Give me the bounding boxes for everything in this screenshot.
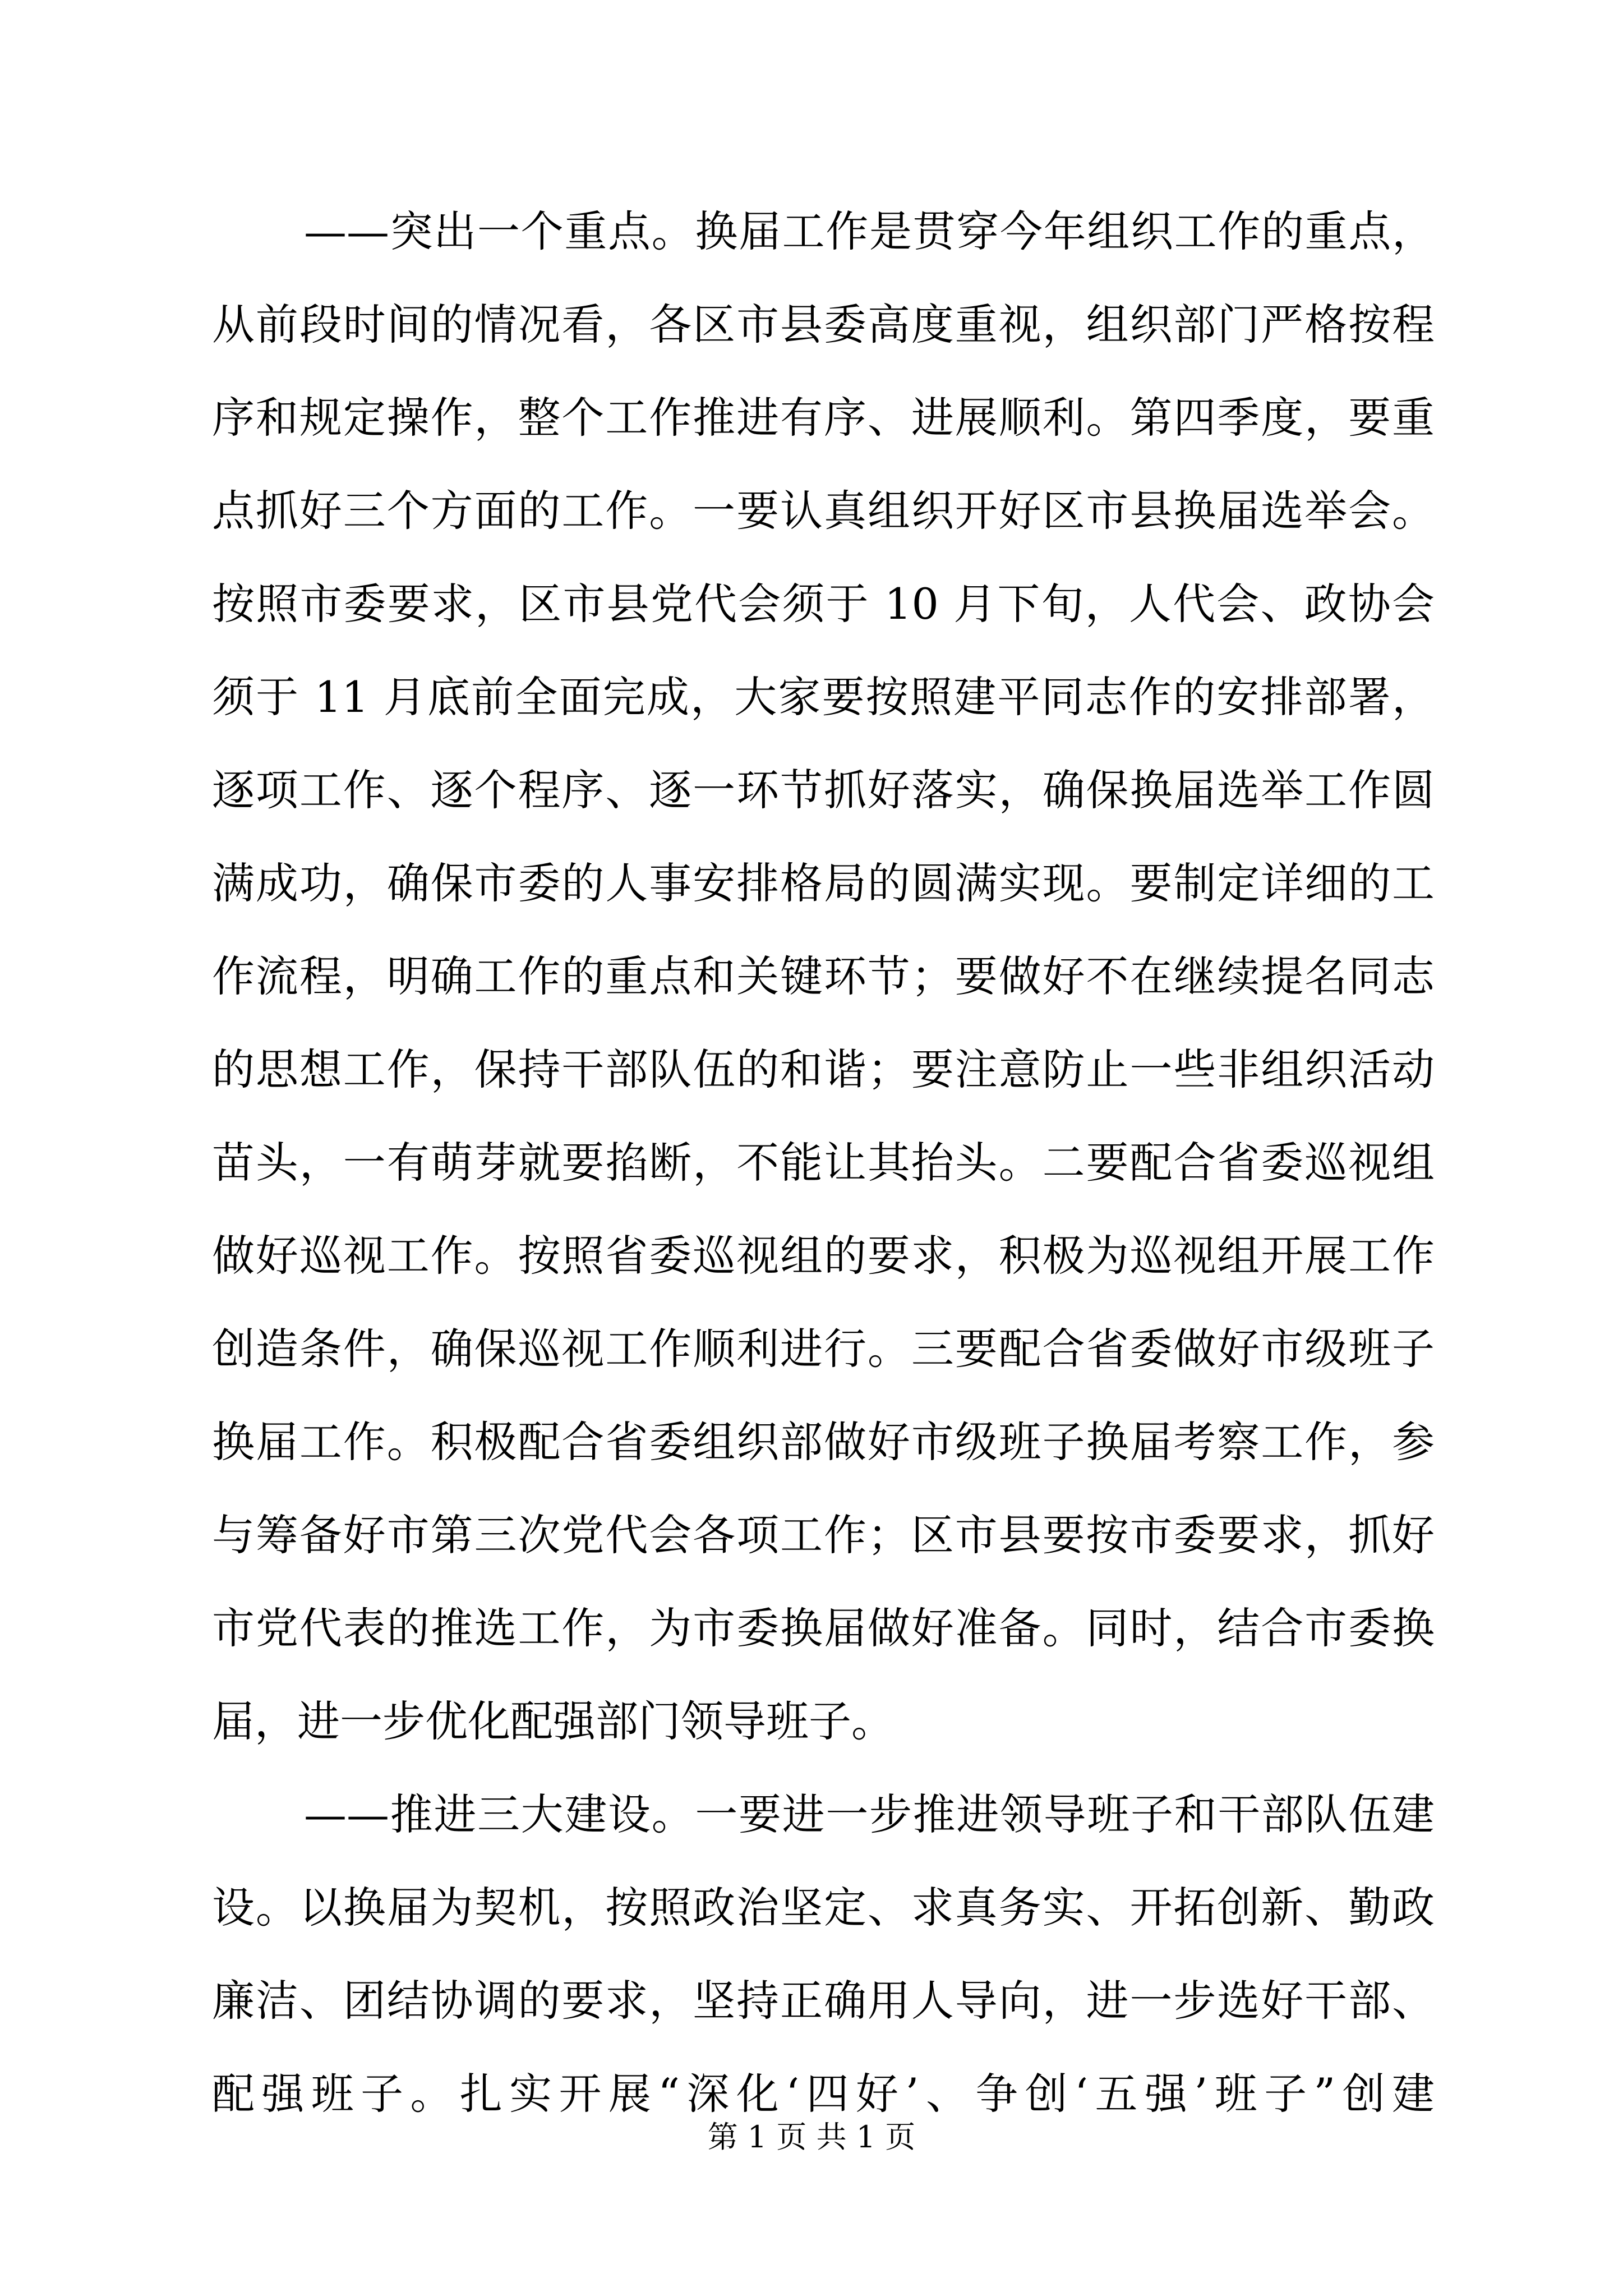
paragraph-line: 届，进一步优化配强部门领导班子。 (212, 1696, 894, 1746)
paragraph-line: 市党代表的推选工作，为市委换届做好准备。同时，结合市委换 (212, 1603, 1435, 1653)
paragraph-line: 配强班子。扎实开展“深化‘四好’、争创‘五强’班子”创建 (212, 2069, 1435, 2119)
paragraph-line: 点抓好三个方面的工作。一要认真组织开好区市县换届选举会。 (212, 486, 1435, 536)
paragraph-line: 苗头，一有萌芽就要掐断，不能让其抬头。二要配合省委巡视组 (212, 1138, 1435, 1188)
paragraph-line: 从前段时间的情况看，各区市县委高度重视，组织部门严格按程 (212, 300, 1435, 349)
paragraph-line: 序和规定操作，整个工作推进有序、进展顺利。第四季度，要重 (212, 393, 1435, 443)
paragraph-line: 作流程，明确工作的重点和关键环节；要做好不在继续提名同志 (212, 951, 1435, 1001)
paragraph-line: 按照市委要求，区市县党代会须于 10 月下旬，人代会、政协会 (212, 579, 1435, 629)
paragraph-line: 廉洁、团结协调的要求，坚持正确用人导向，进一步选好干部、 (212, 1976, 1435, 2026)
paragraph-line: 与筹备好市第三次党代会各项工作；区市县要按市委要求，抓好 (212, 1510, 1435, 1560)
paragraph-line: 创造条件，确保巡视工作顺利进行。三要配合省委做好市级班子 (212, 1324, 1435, 1374)
paragraph-line: ——推进三大建设。一要进一步推进领导班子和干部队伍建 (304, 1789, 1435, 1839)
paragraph-line: 做好巡视工作。按照省委巡视组的要求，积极为巡视组开展工作 (212, 1231, 1435, 1281)
paragraph-line: 满成功，确保市委的人事安排格局的圆满实现。要制定详细的工 (212, 858, 1435, 908)
paragraph-line: 须于 11 月底前全面完成，大家要按照建平同志作的安排部署， (212, 672, 1435, 722)
paragraph-line: 的思想工作，保持干部队伍的和谐；要注意防止一些非组织活动 (212, 1045, 1435, 1094)
page-footer: 第 1 页 共 1 页 (707, 2119, 916, 2155)
body-text (212, 185, 1435, 2141)
paragraph-line: ——突出一个重点。换届工作是贯穿今年组织工作的重点， (304, 206, 1435, 256)
paragraph-line: 逐项工作、逐个程序、逐一环节抓好落实，确保换届选举工作圆 (212, 765, 1435, 815)
paragraph-line: 换届工作。积极配合省委组织部做好市级班子换届考察工作，参 (212, 1417, 1435, 1467)
paragraph-line: 设。以换届为契机，按照政治坚定、求真务实、开拓创新、勤政 (212, 1883, 1435, 1932)
